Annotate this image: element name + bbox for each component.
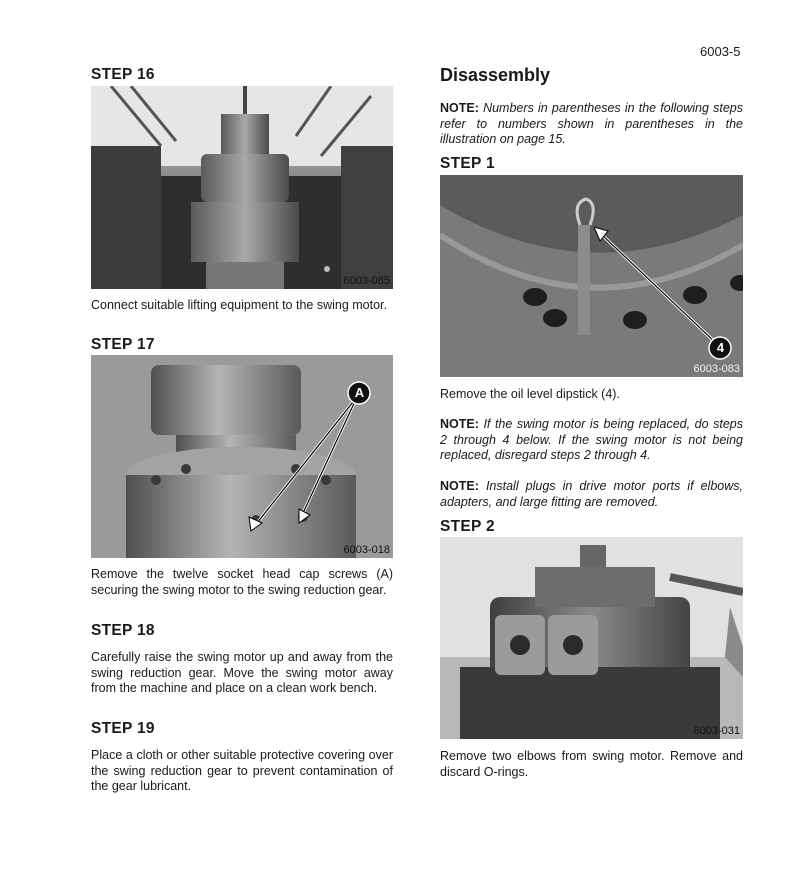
- step-19-title: STEP 19: [91, 720, 155, 737]
- photo-step-2: [440, 537, 743, 739]
- step-16-text: Connect suitable lifting equipment to the swing motor.: [91, 298, 388, 312]
- photo-id-6003-018: 6003-018: [343, 544, 390, 556]
- note-2: [440, 417, 743, 464]
- step-18-text: Carefully raise the swing motor up and away from the swing reduction gear. Move the swing motor away from the machine and place on a clean work bench.: [91, 650, 393, 695]
- step-19-text: Place a cloth or other suitable protective covering over the swing reduction gear to prevent contamination of the gear lubricant.: [91, 748, 393, 793]
- dipstick-illustration: [440, 175, 743, 377]
- photo-id-6003-085: 6003-085: [343, 275, 390, 287]
- elbows-illustration: [440, 537, 743, 739]
- note-1-label: NOTE:: [440, 101, 479, 115]
- step-1-text: Remove the oil level dipstick (4).: [440, 387, 620, 401]
- step-16-title: STEP 16: [91, 66, 155, 83]
- note-2-label: NOTE:: [440, 417, 479, 431]
- note-3-text: Install plugs in drive motor ports if elbows, adapters, and large fitting are removed.: [440, 479, 743, 509]
- cap-screws-illustration: [91, 355, 393, 558]
- section-title: Disassembly: [440, 65, 551, 85]
- step-1-title: STEP 1: [440, 155, 495, 172]
- photo-step-17: [91, 355, 393, 558]
- photo-step-1: [440, 175, 743, 377]
- photo-step-16: [91, 86, 393, 289]
- photo-id-6003-031: 6003-031: [693, 725, 740, 737]
- page-number: 6003-5: [700, 44, 741, 59]
- note-1-text: Numbers in parentheses in the following steps refer to numbers shown in parentheses in the illustration on page 15.: [440, 101, 743, 146]
- callout-a-label: A: [354, 385, 365, 400]
- note-1: [440, 101, 743, 148]
- lifting-equipment-illustration: [91, 86, 393, 289]
- callout-4-label: 4: [716, 340, 725, 355]
- note-3-label: NOTE:: [440, 479, 479, 493]
- photo-id-6003-083: 6003-083: [693, 363, 740, 375]
- note-2-text: If the swing motor is being replaced, do steps 2 through 4 below. If the swing motor is not being replaced, disregard steps 2 through 4.: [440, 417, 743, 462]
- step-2-title: STEP 2: [440, 518, 495, 535]
- note-3: [440, 479, 743, 510]
- step-2-text: Remove two elbows from swing motor. Remove and discard O-rings.: [440, 749, 743, 779]
- step-17-text: Remove the twelve socket head cap screws (A) securing the swing motor to the swing reduction gear.: [91, 567, 393, 597]
- step-17-title: STEP 17: [91, 336, 155, 353]
- step-18-title: STEP 18: [91, 622, 155, 639]
